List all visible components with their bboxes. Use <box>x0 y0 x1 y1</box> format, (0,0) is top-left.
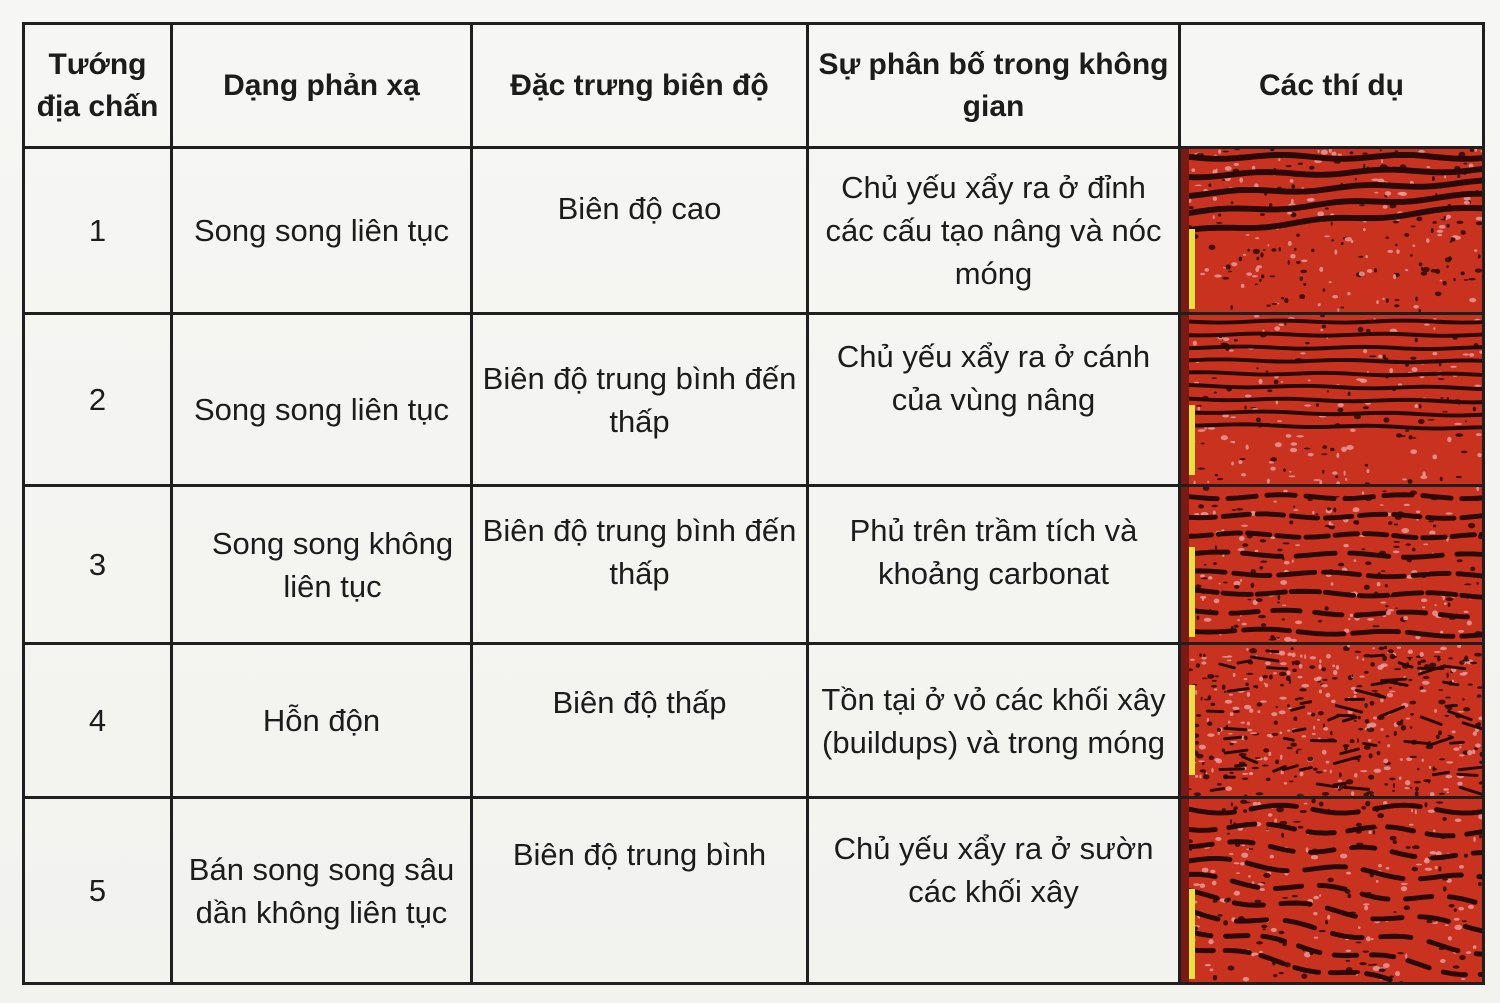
header-seismic-facies: Tướng địa chấn <box>24 24 172 148</box>
table-header-row <box>24 24 1484 148</box>
marker-bar <box>1189 889 1195 979</box>
reflection-form-cell: Song song liên tục <box>172 314 472 486</box>
header-spatial-distribution: Sự phân bố trong không gian <box>808 24 1180 148</box>
row-number: 3 <box>24 486 172 644</box>
table-row <box>24 644 1484 798</box>
row-number: 5 <box>24 798 172 984</box>
seismic-section-image <box>1189 315 1482 484</box>
distribution-cell: Chủ yếu xẩy ra ở sườn các khối xây <box>808 798 1180 984</box>
table-row <box>24 486 1484 644</box>
seismic-section-image <box>1189 799 1482 982</box>
reflection-form-cell: Bán song song sâu dần không liên tục <box>172 798 472 984</box>
marker-bar <box>1189 229 1195 309</box>
reflection-form-cell: Song song liên tục <box>172 148 472 314</box>
amplitude-cell: Biên độ thấp <box>472 644 808 798</box>
seismic-example-cell <box>1180 148 1484 314</box>
marker-bar <box>1189 685 1195 775</box>
reflection-form-cell: Song song không liên tục <box>172 486 472 644</box>
seismic-section-image <box>1189 149 1482 312</box>
seismic-facies-table <box>22 22 1485 985</box>
amplitude-cell: Biên độ trung bình <box>472 798 808 984</box>
distribution-cell: Chủ yếu xẩy ra ở đỉnh các cấu tạo nâng và nóc móng <box>808 148 1180 314</box>
distribution-cell: Tồn tại ở vỏ các khối xây (buildups) và trong móng <box>808 644 1180 798</box>
table-row <box>24 148 1484 314</box>
row-number: 2 <box>24 314 172 486</box>
seismic-example-cell <box>1180 798 1484 984</box>
seismic-section-image <box>1189 487 1482 642</box>
amplitude-cell: Biên độ trung bình đến thấp <box>472 486 808 644</box>
marker-bar <box>1189 405 1195 475</box>
distribution-cell: Chủ yếu xẩy ra ở cánh của vùng nâng <box>808 314 1180 486</box>
marker-bar <box>1189 547 1195 637</box>
header-amplitude: Đặc trưng biên độ <box>472 24 808 148</box>
row-number: 1 <box>24 148 172 314</box>
seismic-example-cell <box>1180 644 1484 798</box>
seismic-example-cell <box>1180 486 1484 644</box>
amplitude-cell: Biên độ trung bình đến thấp <box>472 314 808 486</box>
row-number: 4 <box>24 644 172 798</box>
header-reflection-form: Dạng phản xạ <box>172 24 472 148</box>
table-row <box>24 314 1484 486</box>
amplitude-cell: Biên độ cao <box>472 148 808 314</box>
seismic-example-cell <box>1180 314 1484 486</box>
seismic-section-image <box>1189 645 1482 796</box>
table-row <box>24 798 1484 984</box>
header-examples: Các thí dụ <box>1180 24 1484 148</box>
distribution-cell: Phủ trên trầm tích và khoảng carbonat <box>808 486 1180 644</box>
reflection-form-cell: Hỗn độn <box>172 644 472 798</box>
